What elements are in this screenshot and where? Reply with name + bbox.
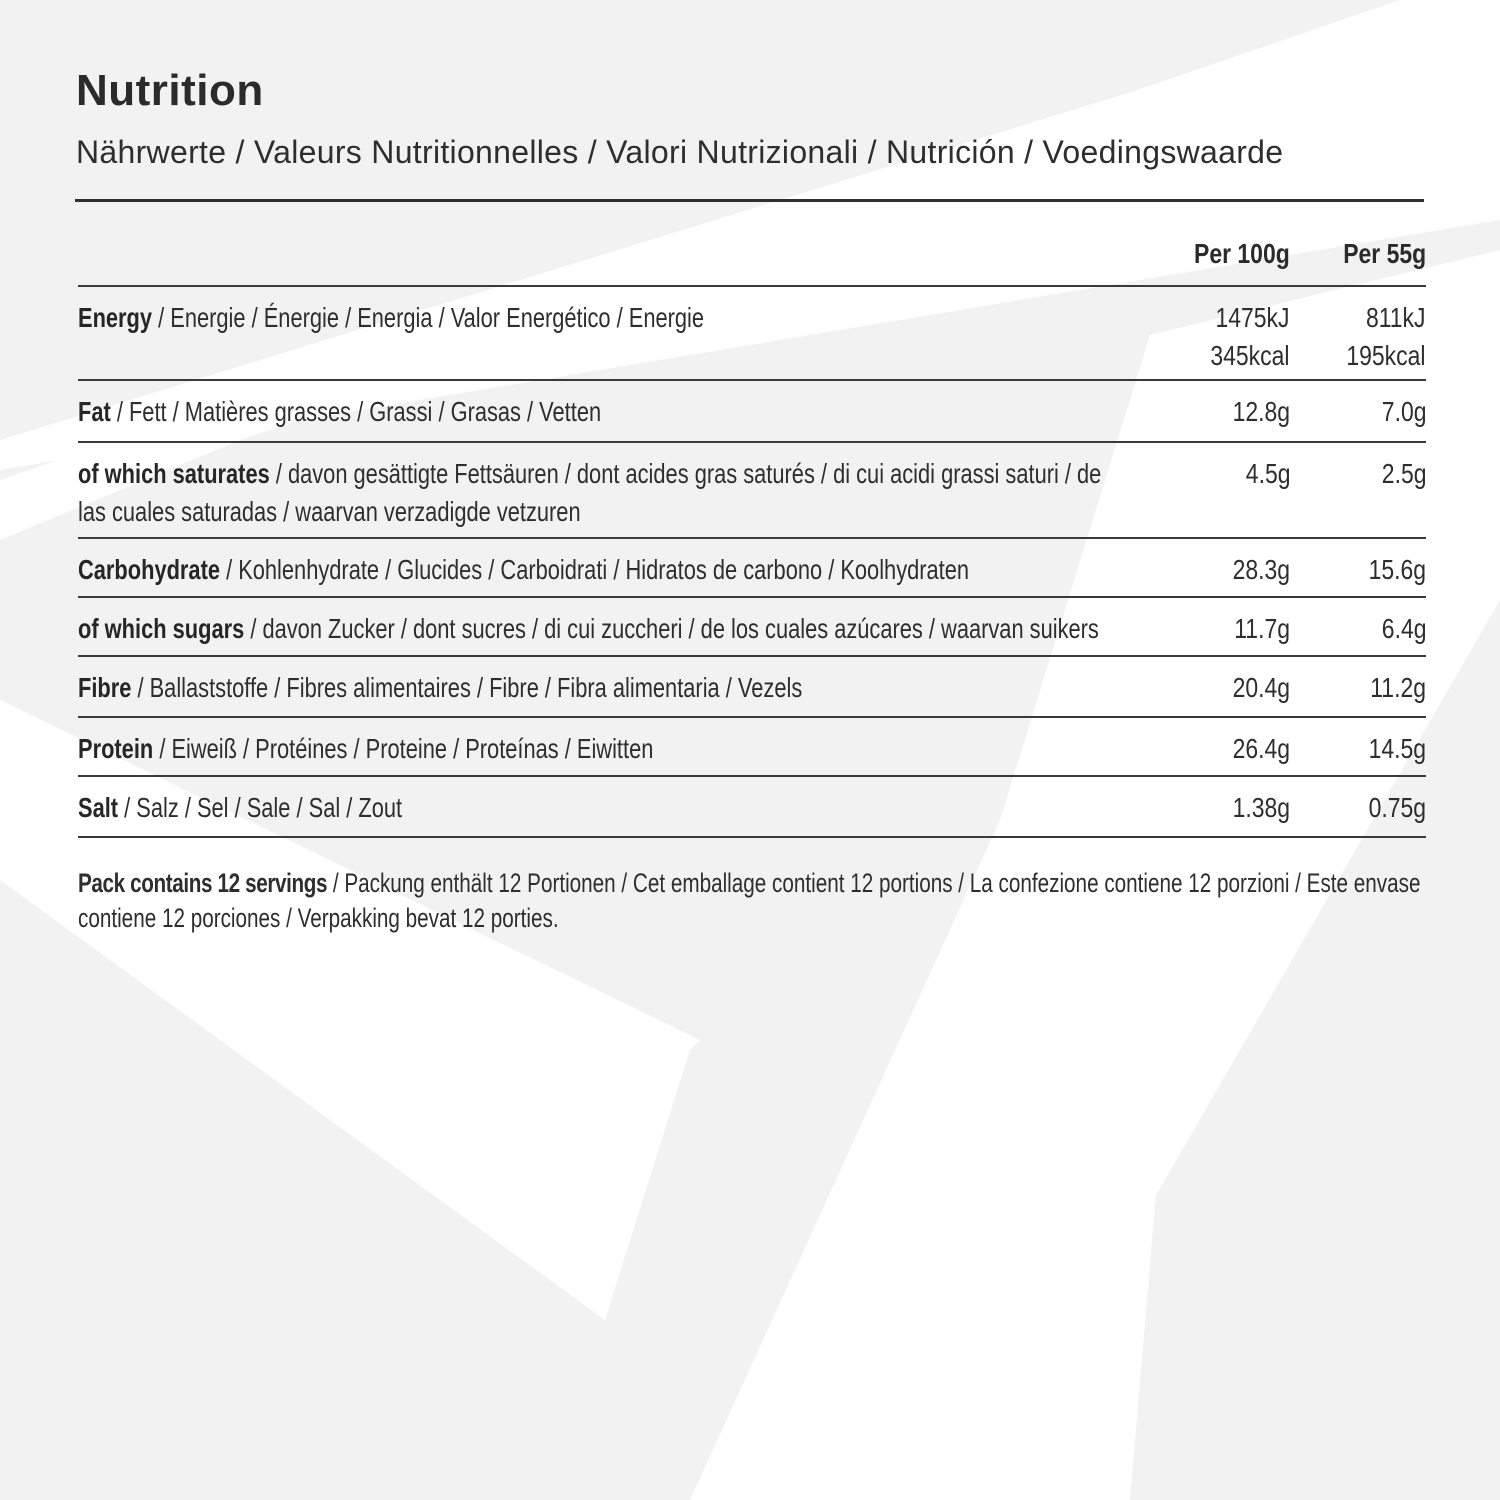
value-per-serving [1369,551,1426,589]
nutrient-name-en: of which sugars [78,613,245,644]
nutrient-translations: / Kohlenhydrate / Glucides / Carboidrati / Hidratos de carbono / Koolhydraten [219,554,970,585]
value-per-100g [1233,551,1290,589]
nutrient-name-en: Carbohydrate [78,554,220,585]
value-primary: 26.4g [1232,733,1290,764]
value-per-100g [1233,789,1290,827]
nutrient-label [78,598,1108,648]
value-primary: 0.75g [1368,792,1426,823]
nutrient-label [78,539,1108,589]
value-per-serving [1347,299,1426,375]
value-primary: 4.5g [1245,458,1290,489]
footnote-bold: Pack contains 12 servings [78,868,328,898]
nutrient-translations: / davon gesättigte Fettsäuren / dont acides gras saturés / di cui acidi grassi saturi / de las cuales saturadas / waarvan verzadigde vetzuren [78,458,1102,527]
nutrient-label [78,381,1108,431]
nutrient-translations: / Fett / Matières grasses / Grassi / Grasas / Vetten [110,396,602,427]
value-per-serving [1381,393,1426,431]
value-primary: 14.5g [1368,733,1426,764]
table-row-saturates [78,443,1426,539]
value-per-serving [1370,669,1426,707]
nutrient-label [78,287,1108,337]
value-per-100g [1233,393,1290,431]
value-per-serving [1369,730,1426,768]
column-header-per-serving: Per 55g [1343,238,1426,269]
value-primary: 11.7g [1234,613,1290,644]
nutrient-name-en: Fat [78,396,111,427]
nutrient-label [78,718,1108,768]
table-row-carbohydrate [78,539,1426,598]
nutrient-name-en: Protein [78,733,154,764]
value-per-100g [1234,610,1290,648]
nutrient-name-en: of which saturates [78,458,270,489]
title-divider [75,199,1424,202]
nutrition-table [78,230,1426,838]
table-row-energy [78,287,1426,381]
value-primary: 6.4g [1381,613,1426,644]
nutrient-label [78,657,1108,707]
nutrient-name-en: Energy [78,302,153,333]
nutrient-translations: / Energie / Énergie / Energia / Valor Energético / Energie [152,302,705,333]
value-secondary: 345kcal [1210,340,1290,371]
table-row-fat [78,381,1426,443]
nutrient-name-en: Fibre [78,672,132,703]
value-primary: 15.6g [1368,554,1426,585]
nutrient-label [78,777,1108,827]
page-subtitle-translations: Nährwerte / Valeurs Nutritionnelles / Valori Nutrizionali / Nutrición / Voedingswaarde [76,134,1284,170]
value-secondary: 195kcal [1346,340,1426,371]
value-primary: 28.3g [1232,554,1290,585]
nutrient-translations: / Ballaststoffe / Fibres alimentaires / Fibre / Fibra alimentaria / Vezels [131,672,803,703]
value-primary: 20.4g [1232,672,1290,703]
value-per-serving [1369,789,1426,827]
value-per-serving [1381,610,1426,648]
value-primary: 1.38g [1232,792,1290,823]
column-header-per-100g: Per 100g [1194,238,1290,269]
table-row-salt [78,777,1426,838]
page-title: Nutrition [76,66,264,115]
value-primary: 811kJ [1366,302,1426,333]
table-row-protein [78,718,1426,777]
table-header [78,230,1426,287]
value-primary: 11.2g [1370,672,1426,703]
value-primary: 7.0g [1381,396,1426,427]
nutrient-label [78,443,1108,531]
nutrient-name-en: Salt [78,792,119,823]
table-row-sugars [78,598,1426,657]
value-primary: 2.5g [1381,458,1426,489]
footnote-translations: / Packung enthält 12 Portionen / Cet emballage contient 12 portions / La confezione contiene 12 porzioni / Este envase contiene 12 porciones / Verpakking bevat 12 porties. [78,868,1421,933]
nutrient-translations: / Eiweiß / Protéines / Proteine / Proteínas / Eiwitten [153,733,654,764]
value-per-100g [1233,730,1290,768]
value-primary: 1475kJ [1215,302,1290,333]
value-per-100g [1245,455,1290,493]
nutrient-translations: / Salz / Sel / Sale / Sal / Zout [118,792,403,823]
value-per-100g [1233,669,1290,707]
servings-footnote [78,866,1426,936]
table-row-fibre [78,657,1426,718]
value-per-100g [1211,299,1290,375]
value-per-serving [1381,455,1426,493]
value-primary: 12.8g [1232,396,1290,427]
nutrient-translations: / davon Zucker / dont sucres / di cui zuccheri / de los cuales azúcares / waarvan suikers [244,613,1099,644]
